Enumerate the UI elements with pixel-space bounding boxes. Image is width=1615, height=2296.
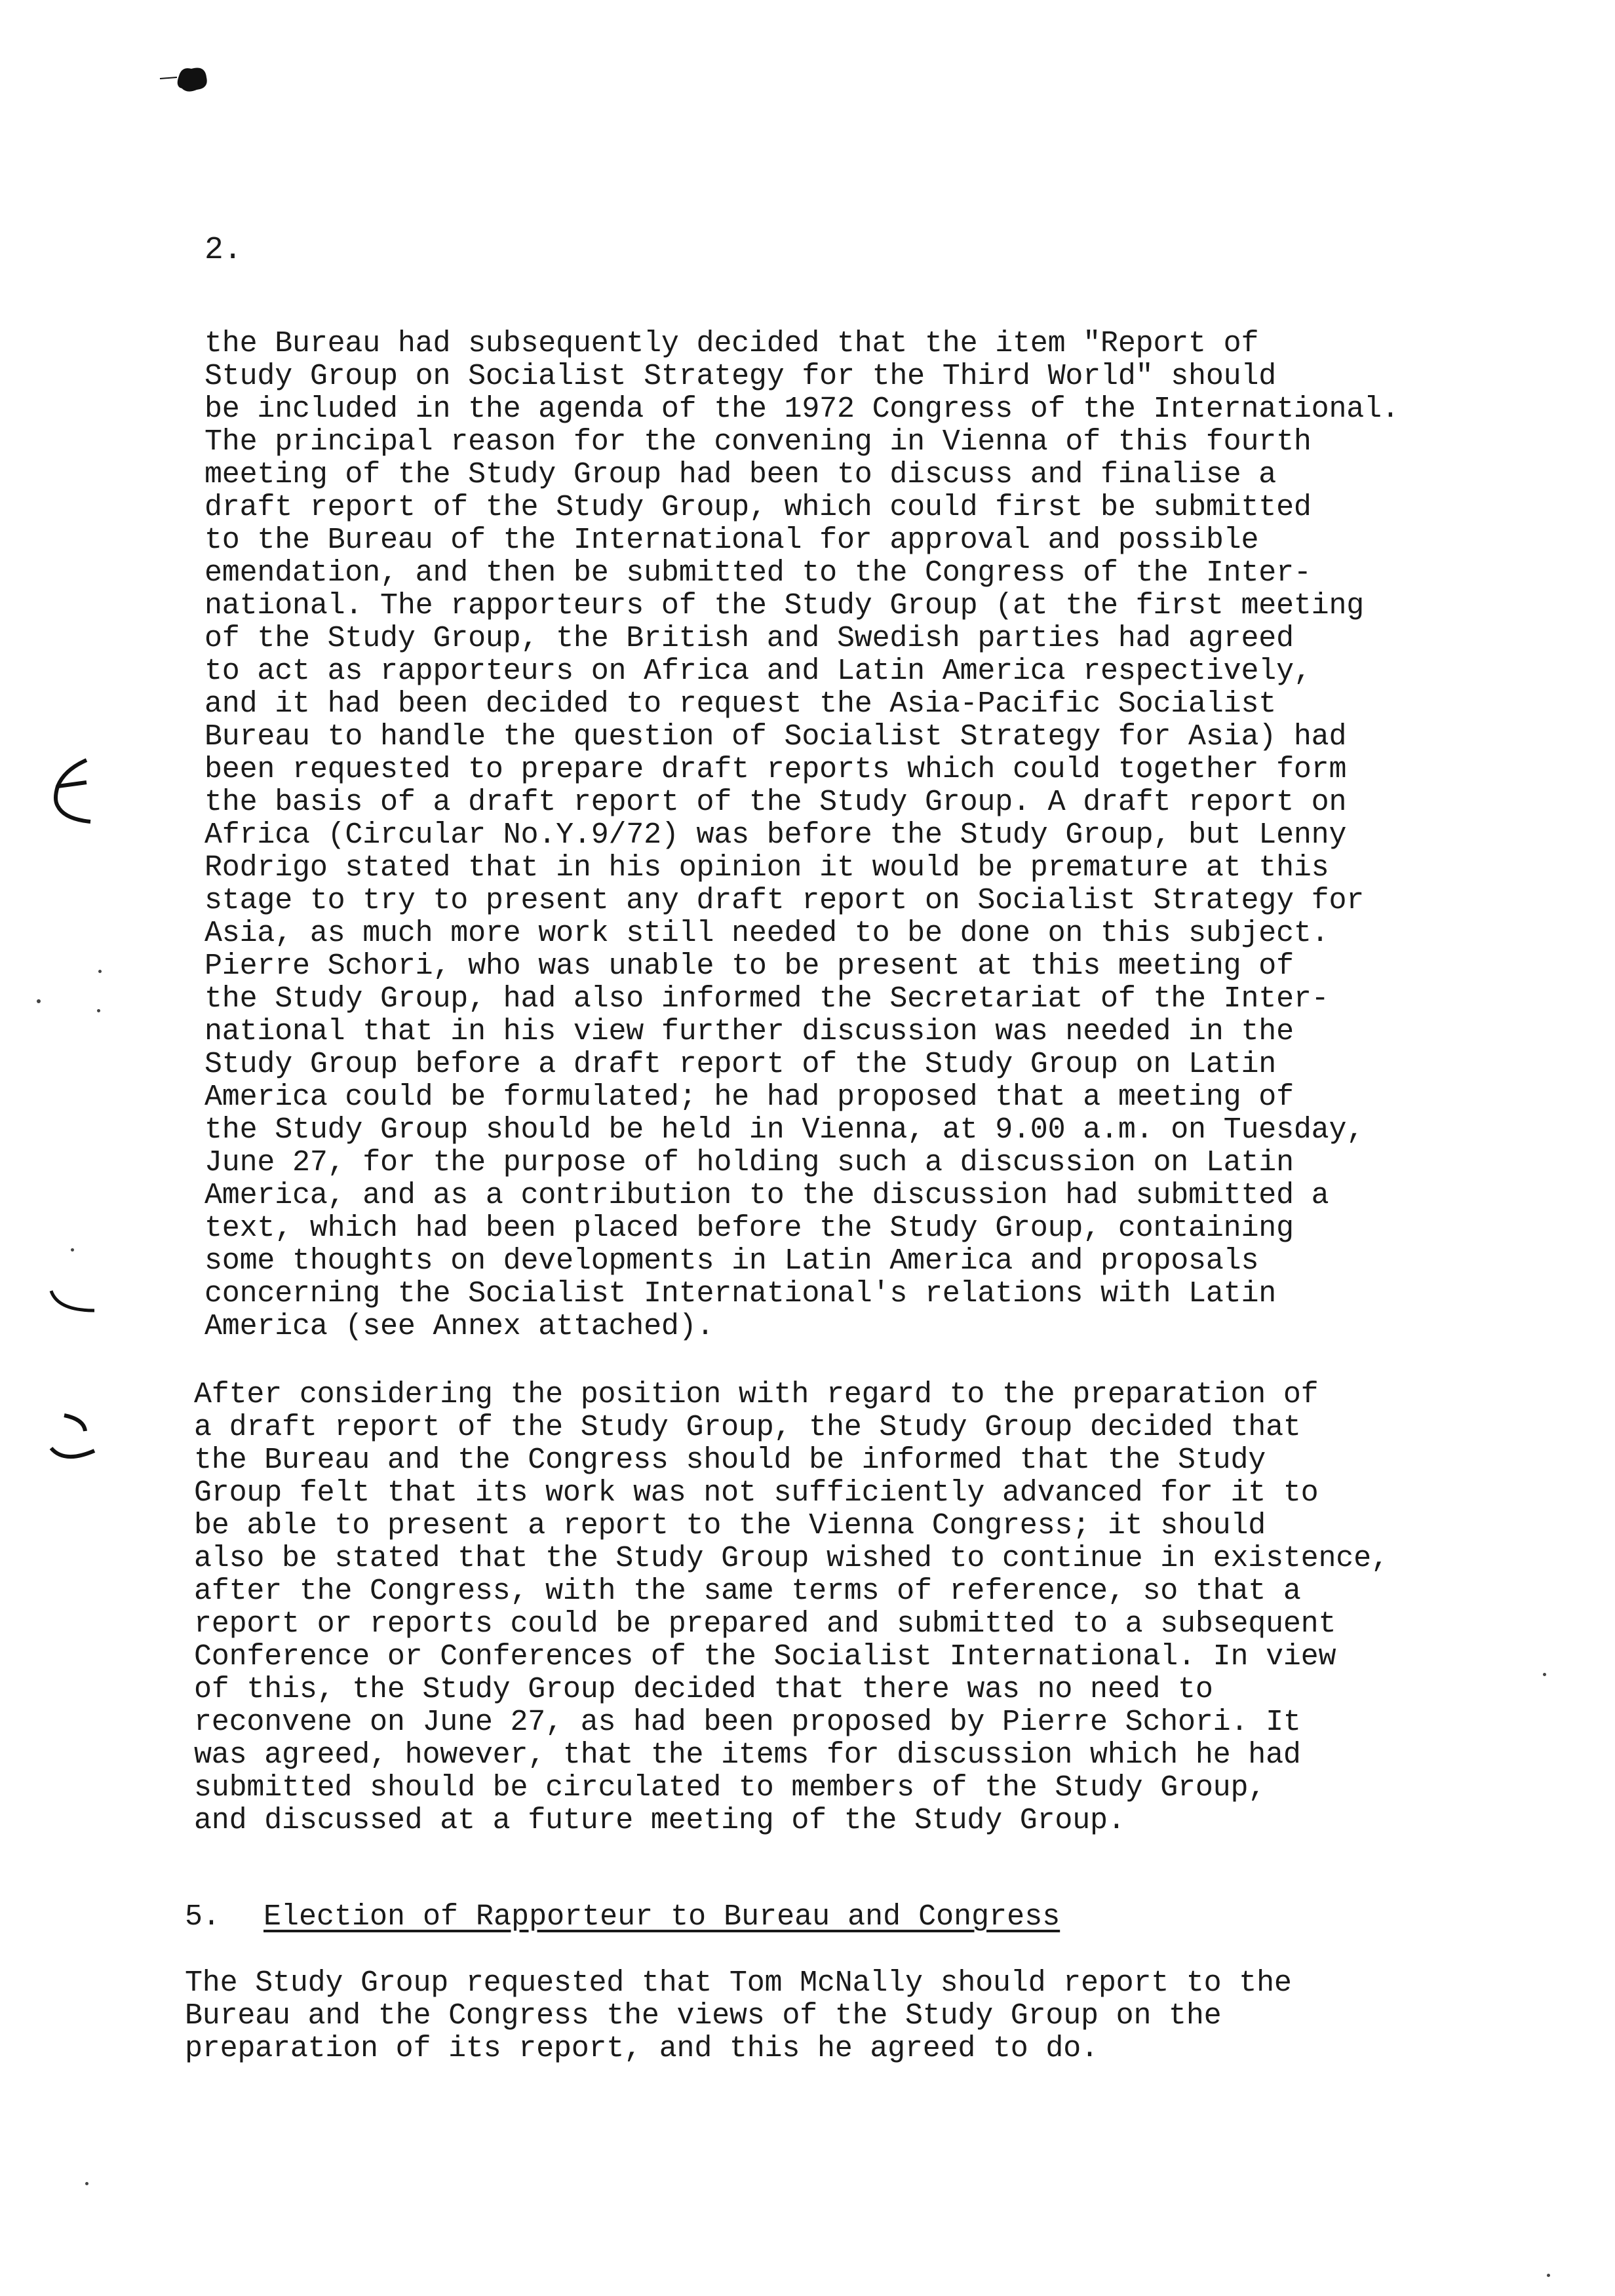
paragraph-line: Study Group before a draft report of the Study Group on Latin [204, 1048, 1277, 1081]
paragraph-line: the Bureau and the Congress should be informed that the Study [194, 1444, 1266, 1477]
paragraph-line: to the Bureau of the International for approval and possible [204, 524, 1259, 557]
paragraph-line: emendation, and then be submitted to the Congress of the Inter- [204, 556, 1312, 590]
scan-speck [71, 1248, 74, 1252]
ink-blot-mark [157, 63, 210, 94]
paragraph-line: The Study Group requested that Tom McNally should report to the [185, 1966, 1292, 2000]
paragraph-line: The principal reason for the convening in Vienna of this fourth [204, 425, 1312, 459]
paragraph-line: and it had been decided to request the Asia-Pacific Socialist [204, 687, 1277, 721]
section-title: Election of Rapporteur to Bureau and Congress [263, 1900, 1060, 1934]
paragraph-line: of this, the Study Group decided that there was no need to [194, 1673, 1213, 1706]
paragraph-line: stage to try to present any draft report on Socialist Strategy for [204, 884, 1365, 917]
paragraph-line: also be stated that the Study Group wished to continue in existence, [194, 1542, 1389, 1575]
paragraph-line: preparation of its report, and this he agreed to do. [185, 2032, 1099, 2065]
body-paragraph-2 [194, 1379, 1389, 1837]
paragraph-line: Bureau and the Congress the views of the Study Group on the [185, 1999, 1222, 2033]
paragraph-line: the Study Group should be held in Vienna, at 9.00 a.m. on Tuesday, [204, 1113, 1365, 1147]
scan-speck [1547, 2274, 1550, 2277]
paragraph-line: the Bureau had subsequently decided that the item "Report of [204, 327, 1259, 360]
scan-speck [97, 1009, 100, 1012]
paragraph-line: Group felt that its work was not sufficiently advanced for it to [194, 1476, 1319, 1510]
paragraph-line: After considering the position with regard to the preparation of [194, 1378, 1319, 1411]
paragraph-line: the Study Group, had also informed the Secretariat of the Inter- [204, 982, 1329, 1016]
paragraph-line: concerning the Socialist International's relations with Latin [204, 1277, 1277, 1311]
margin-bracket-mark [45, 754, 97, 826]
paragraph-line: been requested to prepare draft reports which could together form [204, 753, 1347, 786]
scan-speck [37, 999, 41, 1003]
scan-speck [98, 970, 102, 973]
paragraph-line: America, and as a contribution to the discussion had submitted a [204, 1179, 1329, 1212]
paragraph-line: be able to present a report to the Vienna Congress; it should [194, 1509, 1266, 1542]
body-paragraph-1 [204, 328, 1399, 1343]
paragraph-line: and discussed at a future meeting of the Study Group. [194, 1804, 1125, 1837]
paragraph-line: Africa (Circular No.Y.9/72) was before the Study Group, but Lenny [204, 818, 1347, 852]
paragraph-line: Pierre Schori, who was unable to be present at this meeting of [204, 949, 1294, 983]
paragraph-line: Bureau to handle the question of Socialist Strategy for Asia) had [204, 720, 1347, 754]
paragraph-line: meeting of the Study Group had been to discuss and finalise a [204, 458, 1277, 491]
paragraph-line: be included in the agenda of the 1972 Congress of the International. [204, 392, 1399, 426]
paragraph-line: report or reports could be prepared and submitted to a subsequent [194, 1607, 1336, 1641]
paragraph-line: Study Group on Socialist Strategy for the Third World" should [204, 360, 1277, 393]
paragraph-line: text, which had been placed before the Study Group, containing [204, 1212, 1294, 1245]
paragraph-line: America could be formulated; he had proposed that a meeting of [204, 1081, 1294, 1114]
paragraph-line: of the Study Group, the British and Swedish parties had agreed [204, 622, 1294, 655]
paragraph-line: was agreed, however, that the items for discussion which he had [194, 1738, 1301, 1772]
scan-speck [85, 2182, 88, 2185]
section-number: 5. [185, 1900, 221, 1934]
paragraph-line: a draft report of the Study Group, the Study Group decided that [194, 1411, 1301, 1444]
paragraph-line: June 27, for the purpose of holding such a discussion on Latin [204, 1146, 1294, 1179]
paragraph-line: Rodrigo stated that in his opinion it would be premature at this [204, 851, 1329, 885]
paragraph-line: some thoughts on developments in Latin America and proposals [204, 1244, 1259, 1278]
margin-hook-mark [45, 1409, 97, 1481]
page-number: 2. [204, 233, 243, 268]
paragraph-line: Conference or Conferences of the Socialist International. In view [194, 1640, 1336, 1674]
paragraph-line: to act as rapporteurs on Africa and Latin America respectively, [204, 655, 1312, 688]
paragraph-line: national that in his view further discussion was needed in the [204, 1015, 1294, 1048]
paragraph-line: reconvene on June 27, as had been proposed by Pierre Schori. It [194, 1706, 1301, 1739]
section-paragraph [185, 1967, 1292, 2065]
paragraph-line: national. The rapporteurs of the Study Group (at the first meeting [204, 589, 1365, 622]
paragraph-line: submitted should be circulated to members of the Study Group, [194, 1771, 1266, 1805]
paragraph-line: after the Congress, with the same terms of reference, so that a [194, 1575, 1301, 1608]
paragraph-line: the basis of a draft report of the Study Group. A draft report on [204, 786, 1347, 819]
scan-speck [1543, 1673, 1546, 1676]
section-heading [185, 1899, 1060, 1936]
paragraph-line: Asia, as much more work still needed to be done on this subject. [204, 917, 1329, 950]
margin-curve-mark [45, 1284, 97, 1356]
paragraph-line: America (see Annex attached). [204, 1310, 714, 1343]
paragraph-line: draft report of the Study Group, which could first be submitted [204, 491, 1312, 524]
